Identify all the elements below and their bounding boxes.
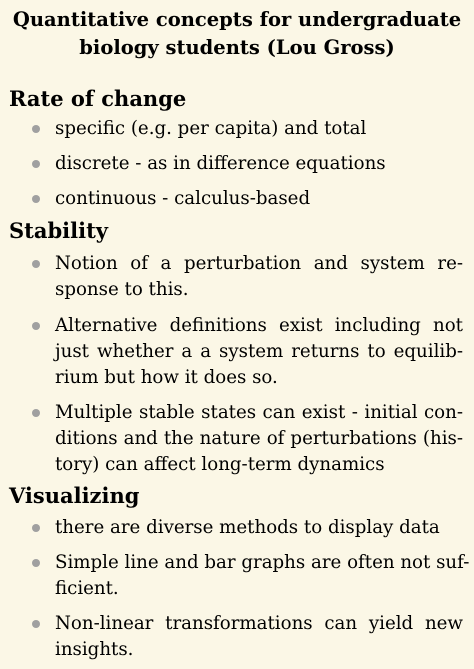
list-item-line: tory) can affect long-term dynamics [55,454,385,475]
list-item-line: specific (e.g. per capita) and total [55,118,367,139]
bullet-icon [32,322,40,330]
list-item-line: discrete - as in difference equations [55,153,386,174]
title-line-1: Quantitative concepts for undergraduate [12,8,462,31]
list-item-line: rium but how it does so. [55,367,278,388]
list-item-line: insights. [55,639,134,660]
bullet-icon [32,195,40,203]
bullet-icon [32,620,40,628]
bullet-icon [32,559,40,567]
list-item-line: continuous - calculus-based [55,188,311,209]
section-heading-rate-of-change: Rate of change [9,86,187,111]
slide-title [0,6,474,62]
list-item-line: sponse to this. [55,279,189,300]
bullet-icon [32,160,40,168]
list-item [55,251,463,303]
list-item-line: Simple line and bar graphs are often not suf- [55,552,470,573]
bullet-icon [32,125,40,133]
list-item-line: Notion of a perturbation and system re- [55,253,463,274]
list-item-line: Alternative definitions exist including not [55,315,463,336]
list-item [55,515,463,541]
list-item [55,116,463,142]
list-item-line: Multiple stable states can exist - initial con- [55,402,463,423]
list-item-line: ditions and the nature of perturbations (his- [55,428,463,449]
list-item [55,151,463,177]
section-heading-visualizing: Visualizing [9,483,140,508]
section-heading-stability: Stability [9,218,108,243]
list-item [55,400,463,478]
list-item [55,611,463,663]
title-line-2: biology students (Lou Gross) [79,36,395,59]
bullet-icon [32,409,40,417]
list-item [55,550,470,602]
list-item-line: just whether a a system returns to equilib- [55,341,463,362]
list-item [55,313,463,391]
bullet-icon [32,260,40,268]
list-item-line: there are diverse methods to display data [55,517,440,538]
list-item-line: ficient. [55,578,119,599]
list-item-line: Non-linear transformations can yield new [55,613,463,634]
bullet-icon [32,524,40,532]
list-item [55,186,463,212]
